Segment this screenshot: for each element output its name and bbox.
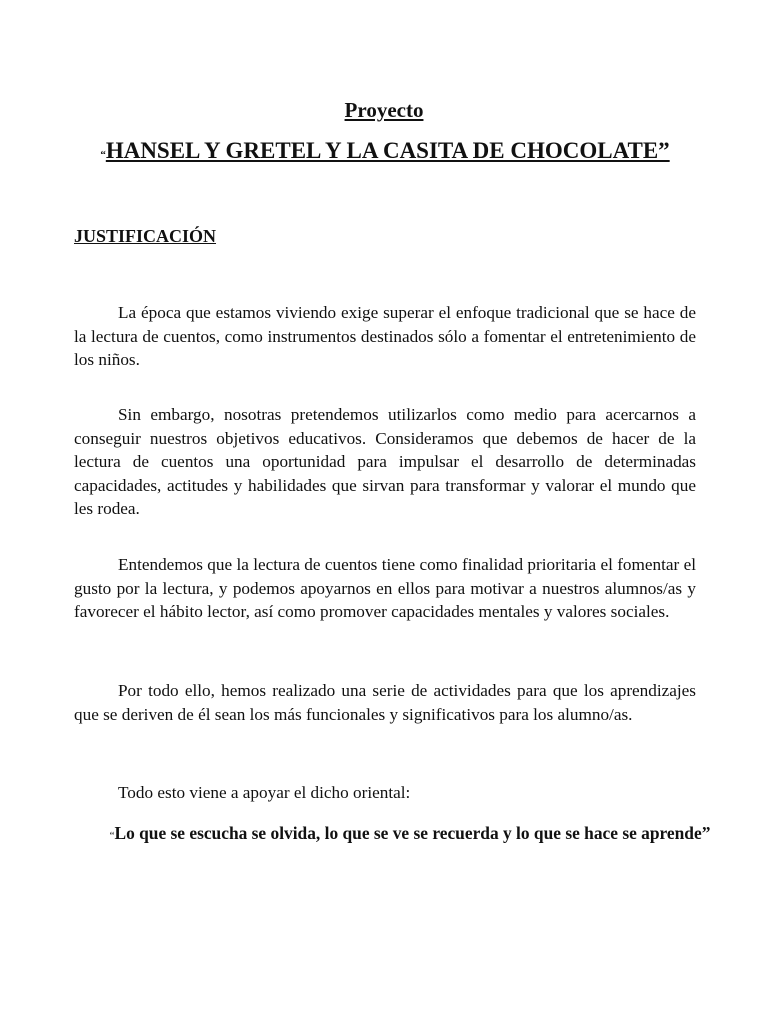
document-title xyxy=(74,136,696,166)
paragraph-2: Sin embargo, nosotras pretendemos utilizarlos como medio para acercarnos a conseguir nuestros objetivos educativos. Consideramos que debemos de hacer de la lectura de cuentos una oportunidad para impulsar el desarrollo de determinadas capacidades, actitudes y habilidades que sirvan para transformar y valorar el mundo que les rodea. xyxy=(74,405,696,519)
paragraph-3: Entendemos que la lectura de cuentos tiene como finalidad prioritaria el fomentar el gusto por la lectura, y podemos apoyarnos en ellos para motivar a nuestros alumnos/as y favorecer el hábito lector, así como promover capacidades mentales y valores sociales. xyxy=(74,555,696,622)
oriental-saying-quote xyxy=(100,820,720,847)
paragraph-1: La época que estamos viviendo exige superar el enfoque tradicional que se hace de la lectura de cuentos, como instrumentos destinados sólo a fomentar el entretenimiento de los niños. xyxy=(74,303,696,370)
quote-text: Lo que se escucha se olvida, lo que se ve se recuerda y lo que se hace se aprende” xyxy=(114,823,711,843)
section-heading: JUSTIFICACIÓN xyxy=(74,226,217,246)
quote-open-mark: “ xyxy=(109,830,115,842)
paragraph-5: Todo esto viene a apoyar el dicho oriental: xyxy=(118,783,411,803)
project-label: Proyecto xyxy=(344,98,424,122)
title-open-quote: “ xyxy=(100,149,106,161)
paragraph-4: Por todo ello, hemos realizado una serie de actividades para que los aprendizajes que se deriven de él sean los más funcionales y significativos para los alumno/as. xyxy=(74,681,696,724)
title-text: HANSEL Y GRETEL Y LA CASITA DE CHOCOLATE” xyxy=(105,138,670,163)
